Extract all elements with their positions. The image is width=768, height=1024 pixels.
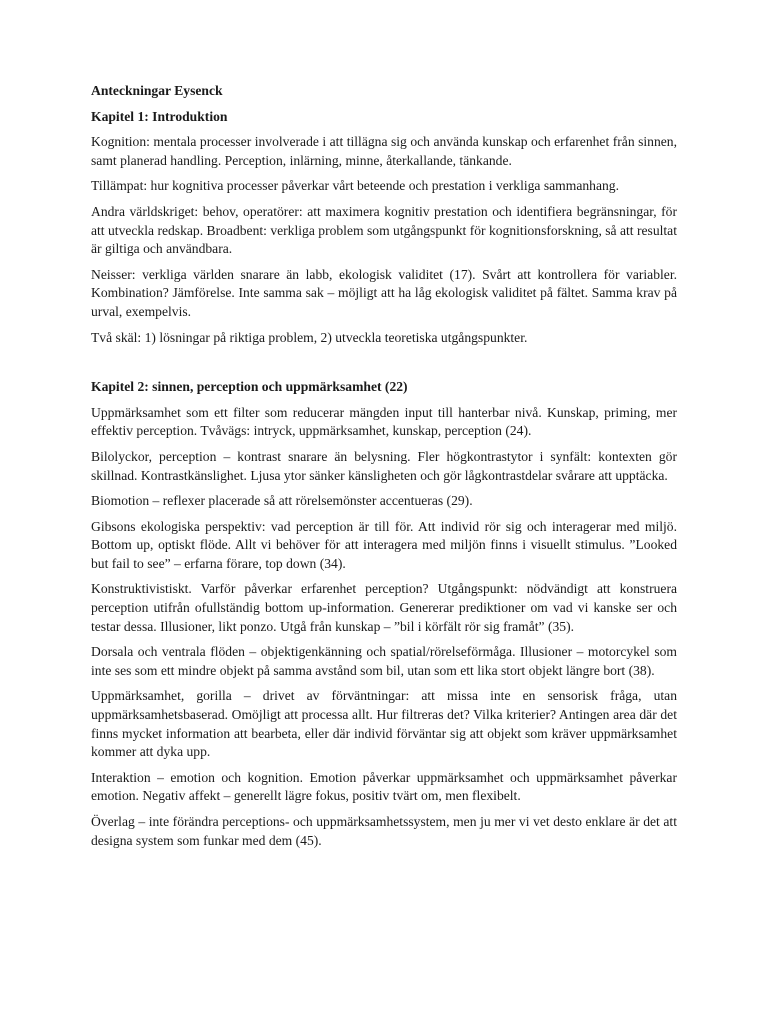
paragraph: Tillämpat: hur kognitiva processer påverkar vårt beteende och prestation i verkliga sammanhang. [91, 178, 619, 194]
paragraph: Kognition: mentala processer involverade i att tillägna sig och använda kunskap och erfarenhet från sinnen, samt planerad handling. Perception, inlärning, minne, återkallande, tänkande. [91, 134, 677, 168]
chapter-spacer [91, 354, 677, 378]
paragraph: Konstruktivistiskt. Varför påverkar erfarenhet perception? Utgångspunkt: nödvändigt att konstruera perception utifrån ofullständig bottom up-information. Genererar prediktioner om vad vi kanske ser och testar dessa. Illusioner, likt ponzo. Utgå från kunskap – ”bil i körfält rör sig framåt” (35). [91, 581, 677, 634]
paragraph: Uppmärksamhet, gorilla – drivet av förväntningar: att missa inte en sensorisk fråga, utan uppmärksamhetsbaserad. Omöjligt att processa allt. Hur filtreras det? Vilka kriterier? Antingen area där det finns mycket information att bearbeta, eller där individ förväntar sig att objekt som kräver uppmärksamhet kommer att dyka upp. [91, 688, 677, 760]
chapter-heading: Kapitel 2: sinnen, perception och uppmärksamhet (22) [91, 379, 408, 395]
chapter-1 [91, 108, 677, 348]
paragraph: Interaktion – emotion och kognition. Emotion påverkar uppmärksamhet och uppmärksamhet påverkar emotion. Negativ affekt – generellt lägre fokus, positiv tvärt om, men flexibelt. [91, 769, 677, 804]
chapter-heading: Kapitel 1: Introduktion [91, 108, 228, 124]
paragraph: Bilolyckor, perception – kontrast snarare än belysning. Fler högkontrastytor i synfält: kontexten gör skillnad. Kontrastkänslighet. Ljusa ytor sänker känsligheten och gör lågkontrastdelar svårare att upptäcka. [91, 448, 677, 483]
chapter-2 [91, 378, 677, 850]
paragraph: Dorsala och ventrala flöden – objektigenkänning och spatial/rörelseförmåga. Illusioner – motorcykel som inte ses som ett mindre objekt på samma avstånd som bil, utan som ett lika stort objekt längre bort (38). [91, 644, 677, 678]
paragraph: Gibsons ekologiska perspektiv: vad perception är till för. Att individ rör sig och interagerar med miljö. Bottom up, optiskt flöde. Allt vi behöver för att interagera med miljön finns i visuellt stimulus. ”Looked but fail to see” – erfarna förare, top down (34). [91, 518, 677, 571]
paragraph: Biomotion – reflexer placerade så att rörelsemönster accentueras (29). [91, 493, 473, 509]
document-page [91, 82, 677, 857]
paragraph: Andra världskriget: behov, operatörer: att maximera kognitiv prestation och identifiera begränsningar, för att utveckla redskap. Broadbent: verkliga problem som utgångspunkt för kognitionsforskning, så att resultat är giltiga och användbara. [91, 203, 677, 257]
paragraph: Överlag – inte förändra perceptions- och uppmärksamhetssystem, men ju mer vi vet desto enklare är det att designa system som funkar med dem (45). [91, 814, 677, 848]
paragraph: Två skäl: 1) lösningar på riktiga problem, 2) utveckla teoretiska utgångspunkter. [91, 329, 528, 345]
paragraph: Uppmärksamhet som ett filter som reducerar mängden input till hanterbar nivå. Kunskap, priming, mer effektiv perception. Tvåvägs: intryck, uppmärksamhet, kunskap, perception (24). [91, 404, 677, 439]
paragraph: Neisser: verkliga världen snarare än labb, ekologisk validitet (17). Svårt att kontrollera för variabler. Kombination? Jämförelse. Inte samma sak – möjligt att ha låg ekologisk validitet på fältet. Samma krav på urval, exempelvis. [91, 266, 677, 319]
document-title: Anteckningar Eysenck [91, 83, 223, 98]
